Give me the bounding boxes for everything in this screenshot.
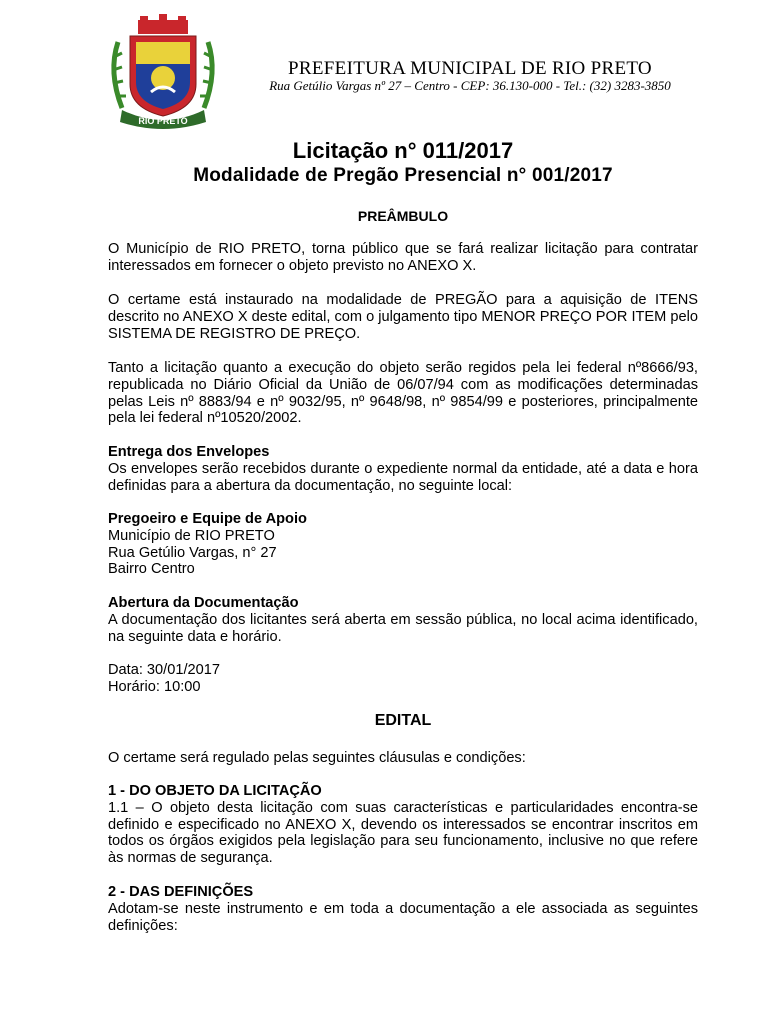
municipality-name: PREFEITURA MUNICIPAL DE RIO PRETO <box>288 58 652 79</box>
crest-banner-text: RIO PRETO <box>138 116 188 126</box>
preambulo-heading: PREÂMBULO <box>357 208 449 224</box>
edital-intro: O certame será regulado pelas seguintes cláusulas e condições: <box>108 750 526 766</box>
municipality-address: Rua Getúlio Vargas nº 27 – Centro - CEP: 36.130-000 - Tel.: (32) 3283-3850 <box>269 78 671 93</box>
municipal-crest-logo <box>104 12 222 132</box>
abertura-heading: Abertura da Documentação <box>108 595 299 611</box>
pregoeiro-line-1: Município de RIO PRETO <box>108 527 275 544</box>
licitacao-title: Licitação n° 011/2017 <box>292 138 514 163</box>
schedule-time: Horário: 10:00 <box>108 678 201 695</box>
abertura-section <box>108 595 698 645</box>
modalidade-title: Modalidade de Pregão Presencial n° 001/2017 <box>193 165 613 186</box>
pregoeiro-heading: Pregoeiro e Equipe de Apoio <box>108 511 307 527</box>
abertura-text: A documentação dos licitantes será aberta em sessão pública, no local acima identificado, na seguinte data e horário. <box>108 611 698 645</box>
pregoeiro-section <box>108 511 698 578</box>
preambulo-paragraph-2: O certame está instaurado na modalidade de PREGÃO para a aquisição de ITENS descrito no ANEXO X deste edital, com o julgamento tipo MENOR PREÇO POR ITEM pelo SISTEMA DE REGISTRO DE PREÇO. <box>108 292 698 342</box>
entrega-heading: Entrega dos Envelopes <box>108 444 270 460</box>
section-1 <box>108 783 698 867</box>
edital-heading: EDITAL <box>374 712 432 729</box>
section-2-text: Adotam-se neste instrumento e em toda a documentação a ele associada as seguintes definições: <box>108 900 698 934</box>
preambulo-paragraph-1: O Município de RIO PRETO, torna público que se fará realizar licitação para contratar interessados em fornecer o objeto previsto no ANEXO X. <box>108 241 698 274</box>
schedule-section <box>108 662 698 696</box>
pregoeiro-line-2: Rua Getúlio Vargas, n° 27 <box>108 544 277 561</box>
entrega-text: Os envelopes serão recebidos durante o expediente normal da entidade, até a data e hora definidas para a abertura da documentação, no seguinte local: <box>108 460 698 494</box>
preambulo-paragraph-3: Tanto a licitação quanto a execução do objeto serão regidos pela lei federal nº8666/93, republicada no Diário Oficial da União de 06/07/94 com as modificações determinadas pelas Leis nº 8883/94 e nº 9032/95, nº 9648/98, nº 9854/99 e posteriores, principalmente pela lei federal nº10520/2002. <box>108 360 698 427</box>
section-2 <box>108 884 698 934</box>
pregoeiro-line-3: Bairro Centro <box>108 561 195 578</box>
section-1-heading: 1 - DO OBJETO DA LICITAÇÃO <box>108 783 322 799</box>
schedule-date: Data: 30/01/2017 <box>108 662 220 678</box>
section-1-text: 1.1 – O objeto desta licitação com suas características e particularidades encontra-se definido e especificado no ANEXO X, devendo os interessados se encontrar inscritos em todos os órgãos exigidos pela legislação para seu funcionamento, inclusive no que refere às normas de segurança. <box>108 799 698 867</box>
section-2-heading: 2 - DAS DEFINIÇÕES <box>108 884 254 900</box>
entrega-section <box>108 444 698 494</box>
